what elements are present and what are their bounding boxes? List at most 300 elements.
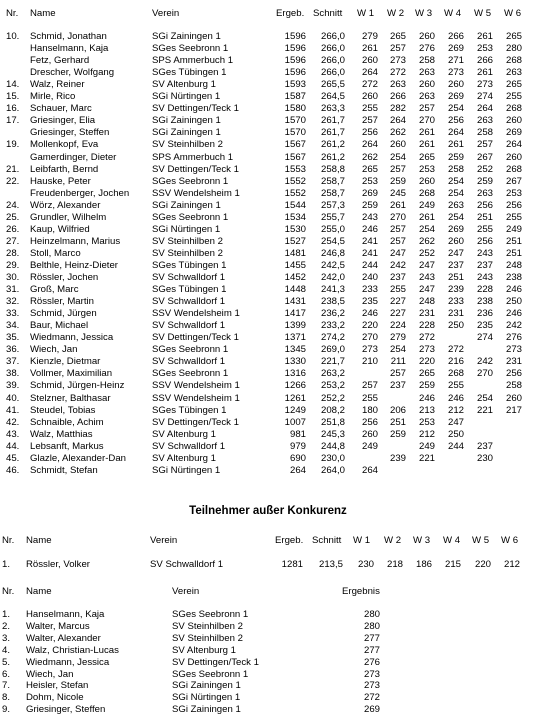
table-row-verein: SV Dettingen/Teck 1 [152, 332, 239, 344]
table-row-name: Lebsanft, Markus [30, 440, 104, 452]
table-row-w6: 217 [505, 404, 522, 416]
table-row-schnitt: 257,3 [320, 199, 345, 211]
table-row-verein: SV Steinhilben 2 [152, 235, 223, 247]
table-row-verein: SV Dettingen/Teck 1 [152, 103, 239, 115]
table-row [0, 465, 536, 477]
table-row-w1: 259 [361, 199, 378, 211]
table-row-ergebnis: 273 [363, 668, 380, 680]
table-row-w4: 266 [447, 31, 464, 42]
table-row-w5: 255 [476, 223, 493, 235]
table-row-name: Steudel, Tobias [30, 404, 96, 416]
table-row-nr: 29. [6, 259, 20, 271]
table-row [0, 704, 536, 716]
table-row [0, 633, 536, 645]
table-row-nr: 22. [6, 175, 20, 187]
table-row-name: Mollenkopf, Eva [30, 139, 99, 151]
table-row-nr: 9. [2, 704, 11, 716]
header-name: Name [26, 535, 52, 546]
table-row [0, 657, 536, 669]
table-row-ergebnis: 979 [289, 440, 306, 452]
table-row-w2: 273 [389, 55, 406, 67]
table-row-w1: 269 [361, 187, 378, 199]
table-row-w1: 246 [361, 223, 378, 235]
header-verein: Verein [150, 535, 178, 546]
table-row-ergebnis: 1552 [284, 175, 306, 187]
table-row-w3: 254 [418, 223, 435, 235]
table-row-schnitt: 261,2 [320, 139, 345, 151]
table-row-w3: 265 [418, 368, 435, 380]
table-row [0, 248, 536, 260]
table-row-w1: 264 [361, 464, 378, 476]
table-row-w1: 265 [361, 163, 378, 175]
table-row [0, 55, 536, 67]
header-w6: W 6 [501, 535, 519, 546]
table-row-schnitt: 263,2 [320, 368, 345, 380]
table-row-ergebnis: 277 [363, 632, 380, 644]
table-row-w4: 261 [447, 139, 464, 151]
header-w2: W 2 [387, 8, 405, 19]
header-schnitt: Schnitt [312, 535, 342, 546]
table-row-nr: 17. [6, 115, 20, 127]
table-row-w3: 246 [418, 392, 435, 404]
table-row-verein: SSV Wendelsheim 1 [152, 187, 240, 199]
table-row-w5: 238 [476, 296, 493, 308]
table-row-verein: SV Schwalldorf 1 [152, 440, 226, 452]
table-row-name: Rössler, Jochen [30, 272, 99, 283]
table-row-nr: 1. [2, 559, 11, 570]
table-row-w6: 242 [505, 320, 522, 332]
table-row-schnitt: 246,8 [320, 247, 345, 259]
table-row-name: Griesinger, Elia [30, 115, 96, 127]
table-row [0, 669, 536, 681]
table-row-w4: 268 [447, 368, 464, 380]
table-row-ergebnis: 1431 [284, 296, 306, 308]
table-row-w6: 264 [505, 139, 522, 151]
table-row [0, 417, 536, 429]
table-row-w2: 237 [389, 380, 406, 392]
table-row-w4: 259 [447, 151, 464, 163]
table-row-w2: 239 [389, 452, 406, 464]
table-row-name: Wörz, Alexander [30, 199, 101, 211]
table-row-w6: 268 [505, 163, 522, 175]
table-row-w5: 257 [476, 139, 493, 151]
table-row-w3: 265 [418, 151, 435, 163]
table-row [0, 67, 536, 79]
table-row-nr: 28. [6, 247, 20, 259]
table-row-name: Rössler, Volker [26, 559, 90, 570]
table-row-w5: 221 [476, 404, 493, 416]
table-row-verein: SGes Seebronn 1 [152, 368, 229, 380]
table-row-w1: 235 [361, 296, 378, 308]
table-row-w6: 267 [505, 175, 522, 187]
table-row-name: Fetz, Gerhard [30, 55, 90, 67]
table-row-name: Heisler, Stefan [26, 680, 89, 692]
table-row-ergebnis: 1596 [284, 43, 306, 55]
table-row-schnitt: 265,5 [320, 79, 345, 91]
header-name: Name [30, 8, 56, 19]
table-row-w4: 246 [447, 392, 464, 404]
table-row-ergebnis: 690 [289, 452, 306, 464]
table-row-nr: 44. [6, 440, 20, 452]
table-row-name: Glazle, Alexander-Dan [30, 452, 126, 464]
table-row-nr: 30. [6, 272, 20, 283]
table-row-ergebnis: 1596 [284, 31, 306, 42]
table-row-nr: 39. [6, 380, 20, 392]
table-row-ergebnis: 1330 [284, 356, 306, 368]
header-ergebnis: Ergebnis [342, 586, 380, 597]
table-row-w6: 231 [505, 356, 522, 368]
table-row-ergebnis: 1448 [284, 284, 306, 296]
table-row-w6: 246 [505, 284, 522, 296]
table-row-w1: 260 [361, 91, 378, 103]
table-row [0, 236, 536, 248]
table-row-w5: 263 [476, 187, 493, 199]
table-row [0, 176, 536, 188]
table-row-name: Schauer, Marc [30, 103, 92, 115]
table-row-ergebnis: 1567 [284, 151, 306, 163]
table-row-schnitt: 263,3 [320, 103, 345, 115]
table-row-w6: 251 [505, 235, 522, 247]
table-row-name: Mirle, Rico [30, 91, 76, 103]
table-row-ergebnis: 1417 [284, 308, 306, 320]
table-row-w5: 254 [476, 392, 493, 404]
table-row-w2: 227 [389, 308, 406, 320]
table-row-w1: 264 [361, 67, 378, 79]
table-row-w3: 258 [418, 55, 435, 67]
table-row-w3: 260 [418, 79, 435, 91]
table-row-w1: 246 [361, 308, 378, 320]
table-row-ergebnis: 1544 [284, 199, 306, 211]
table-row-schnitt: 261,7 [320, 115, 345, 127]
table-row-schnitt: 258,7 [320, 175, 345, 187]
table-row-w4: 263 [447, 199, 464, 211]
table-row-w3: 228 [418, 320, 435, 332]
header-w4: W 4 [443, 535, 461, 546]
table-row-nr: 36. [6, 344, 20, 356]
table-row-verein: SV Dettingen/Teck 1 [152, 416, 239, 428]
table-row-w1: 180 [361, 404, 378, 416]
table-row-name: Gamerdinger, Dieter [30, 151, 117, 163]
table-row [0, 115, 536, 127]
table-row [0, 200, 536, 212]
table-row-nr: 6. [2, 668, 11, 680]
table-row [0, 224, 536, 236]
header-ergebnis: Ergeb. [276, 8, 305, 19]
header [0, 8, 536, 20]
table-row-w2: 259 [389, 175, 406, 187]
table-row-w3: 273 [418, 344, 435, 356]
table-row-schnitt: 269,0 [320, 344, 345, 356]
table-row-verein: SV Steinhilben 2 [152, 247, 223, 259]
table-row-w4: 239 [447, 284, 464, 296]
table-row-ergebnis: 981 [289, 428, 306, 440]
table-row-name: Stoll, Marco [30, 247, 81, 259]
table-row-w2: 264 [389, 115, 406, 127]
table-row-w6: 256 [505, 368, 522, 380]
table-row-ergebnis: 1580 [284, 103, 306, 115]
table-row [0, 645, 536, 657]
table-row-w2: 224 [389, 320, 406, 332]
table-row-nr: 26. [6, 223, 20, 235]
table-row-w5: 251 [476, 211, 493, 223]
table-row-schnitt: 208,2 [320, 404, 345, 416]
table-row-name: Schmid, Jonathan [30, 31, 107, 42]
table-row-nr: 27. [6, 235, 20, 247]
table-row-w3: 253 [418, 416, 435, 428]
table-row-w6: 280 [505, 43, 522, 55]
table-row-w2: 237 [389, 272, 406, 283]
table-row-w6: 260 [505, 392, 522, 404]
table-row-w5: 253 [476, 43, 493, 55]
table-row-w4: 272 [447, 344, 464, 356]
table-row-schnitt: 254,5 [320, 235, 345, 247]
table-row-w3: 260 [418, 175, 435, 187]
table-row-ergebnis: 1371 [284, 332, 306, 344]
table-row-w2: 254 [389, 151, 406, 163]
table-row-w2: 255 [389, 284, 406, 296]
table-row-ergebnis: 269 [363, 704, 380, 716]
table-row-w2: 211 [390, 356, 406, 368]
table-row-name: Schmid, Jürgen-Heinz [30, 380, 125, 392]
header-w5: W 5 [472, 535, 490, 546]
table-row-w6: 273 [505, 344, 522, 356]
header-schnitt: Schnitt [313, 8, 343, 19]
table-row-w4: 269 [447, 91, 464, 103]
table-row-w2: 262 [389, 127, 406, 139]
table-row-name: Walz, Reiner [30, 79, 85, 91]
table-row-w1: 256 [361, 416, 378, 428]
header-w1: W 1 [353, 535, 371, 546]
table-row-name: Hanselmann, Kaja [30, 43, 109, 55]
table-row-nr: 24. [6, 199, 20, 211]
table-row-nr: 41. [6, 404, 20, 416]
table-row-w4: 254 [447, 103, 464, 115]
table-row-schnitt: 242,5 [320, 259, 345, 271]
table-row-schnitt: 236,2 [320, 308, 345, 320]
table-row-w3: 243 [418, 272, 435, 283]
table-row [0, 43, 536, 55]
table-row-ergebnis: 1570 [284, 127, 306, 139]
table-row-schnitt: 258,8 [320, 163, 345, 175]
table-row-w3: 248 [418, 296, 435, 308]
table-row-w6: 255 [505, 211, 522, 223]
table-row-w1: 244 [361, 259, 378, 271]
table-row-schnitt: 264,5 [320, 91, 345, 103]
table-row-w1: 256 [361, 127, 378, 139]
table-row-w4: 269 [447, 223, 464, 235]
table-row-w1: 273 [361, 344, 378, 356]
table-row-w5: 264 [476, 103, 493, 115]
table-row-nr: 34. [6, 320, 20, 332]
header-w2: W 2 [384, 535, 402, 546]
table-row [0, 152, 536, 164]
table-row-w1: 272 [361, 79, 378, 91]
header [0, 586, 536, 598]
table-row-w3: 257 [418, 103, 435, 115]
table-row-verein: SGes Seebronn 1 [172, 668, 249, 680]
table-row-w6: 238 [505, 272, 522, 283]
table-row-w4: 260 [447, 235, 464, 247]
table-row-nr: 16. [6, 103, 20, 115]
table-row-w1: 255 [361, 392, 378, 404]
table-row [0, 31, 536, 43]
table-row-verein: SGi Zainingen 1 [172, 704, 241, 716]
table-row-ergebnis: 1527 [284, 235, 306, 247]
table-row-w3: 186 [415, 559, 432, 570]
table-row-ergebnis: 1534 [284, 211, 306, 223]
header-w5: W 5 [474, 8, 492, 19]
table-row-w1: 240 [361, 272, 378, 283]
table-row-w2: 272 [389, 67, 406, 79]
table-row-w2: 247 [389, 247, 406, 259]
table-row-w4: 269 [447, 43, 464, 55]
table-row-w3: 253 [418, 163, 435, 175]
table-row-ergebnis: 1596 [284, 55, 306, 67]
table-row-name: Freudenberger, Jochen [30, 187, 130, 199]
table-row-nr: 42. [6, 416, 20, 428]
table-row-name: Wiech, Jan [30, 344, 78, 356]
table-row-w1: 257 [361, 380, 378, 392]
table-row-w5: 261 [476, 31, 493, 42]
table-row [0, 272, 536, 284]
table-row-w4: 250 [447, 320, 464, 332]
table-row-nr: 38. [6, 368, 20, 380]
table-row-w5: 236 [476, 308, 493, 320]
table-row-verein: SGi Zainingen 1 [152, 199, 221, 211]
table-row-w6: 260 [505, 151, 522, 163]
table-row [0, 320, 536, 332]
table-row-verein: SGi Zainingen 1 [172, 680, 241, 692]
table-row-w4: 258 [447, 163, 464, 175]
table-row-name: Griesinger, Steffen [30, 127, 110, 139]
table-row-verein: SGi Zainingen 1 [152, 31, 221, 42]
table-row [0, 127, 536, 139]
table-row-ergebnis: 1593 [284, 79, 306, 91]
table-row-verein: SPS Ammerbuch 1 [152, 55, 234, 67]
table-row-nr: 25. [6, 211, 20, 223]
table-row-w2: 251 [389, 416, 406, 428]
header-w6: W 6 [504, 8, 522, 19]
table-row-w3: 247 [418, 284, 435, 296]
table-row-w6: 258 [505, 380, 522, 392]
table-row-w6: 260 [505, 115, 522, 127]
table-row-w6: 256 [505, 199, 522, 211]
table-row-nr: 43. [6, 428, 20, 440]
table-row-w1: 243 [361, 211, 378, 223]
table-row-w6: 212 [503, 559, 520, 570]
header-ergebnis: Ergeb. [275, 535, 304, 546]
table-row-w5: 220 [474, 559, 491, 570]
table-row-name: Vollmer, Maximilian [30, 368, 113, 380]
header-name: Name [26, 586, 52, 597]
table-row-w1: 253 [361, 175, 378, 187]
table-row-w4: 212 [447, 404, 464, 416]
table-row-w3: 252 [418, 247, 435, 259]
table-row-verein: SV Schwalldorf 1 [152, 356, 226, 368]
table-row-ergebnis: 272 [363, 692, 380, 704]
table-row-schnitt: 258,7 [320, 187, 345, 199]
table-row-verein: SGes Seebronn 1 [172, 609, 249, 620]
table-row-name: Schmid, Jürgen [30, 308, 97, 320]
table-row-w3: 263 [418, 91, 435, 103]
table-row [0, 332, 536, 344]
table-row-verein: SV Dettingen/Teck 1 [152, 163, 239, 175]
table-row-schnitt: 255,7 [320, 211, 345, 223]
table-row-verein: SV Altenburg 1 [172, 644, 237, 656]
table-row-w5: 259 [476, 175, 493, 187]
table-row-w5: 242 [476, 356, 493, 368]
table-row-w6: 268 [505, 103, 522, 115]
table-row [0, 296, 536, 308]
table-row-name: Wiech, Jan [26, 668, 74, 680]
table-row-nr: 4. [2, 644, 11, 656]
table-row-verein: SGes Tübingen 1 [152, 259, 227, 271]
table-row-w2: 257 [389, 223, 406, 235]
header-w1: W 1 [357, 8, 375, 19]
table-row-w5: 243 [476, 247, 493, 259]
table-row-verein: SGes Seebronn 1 [152, 344, 229, 356]
table-row-nr: 3. [2, 632, 11, 644]
table-row-ergebnis: 276 [363, 656, 380, 668]
table-row-name: Hanselmann, Kaja [26, 609, 105, 620]
table-row-w3: 263 [418, 67, 435, 79]
table-row-nr: 31. [6, 284, 20, 296]
table-row-w1: 241 [361, 235, 378, 247]
table-row-w4: 271 [447, 55, 464, 67]
table-row-w5: 252 [476, 163, 493, 175]
table-row-w2: 257 [389, 163, 406, 175]
table-row-name: Wiedmann, Jessica [30, 332, 114, 344]
table-row-w6: 249 [505, 223, 522, 235]
table-row-w3: 247 [418, 259, 435, 271]
table-row-w6: 251 [505, 247, 522, 259]
table-row-w5: 274 [476, 332, 493, 344]
table-row-ergebnis: 1281 [281, 559, 303, 570]
table-row [0, 308, 536, 320]
table-row-schnitt: 221,7 [320, 356, 345, 368]
table-row-w4: 247 [447, 416, 464, 428]
table-row-w2: 254 [389, 344, 406, 356]
header-nr: Nr. [2, 586, 15, 597]
table-row [0, 344, 536, 356]
table-row-verein: SGi Nürtingen 1 [152, 91, 221, 103]
table-row-ergebnis: 1481 [284, 247, 306, 259]
table-row-name: Wiedmann, Jessica [26, 656, 110, 668]
table-row-w5: 235 [476, 320, 493, 332]
table-row-w4: 216 [447, 356, 464, 368]
table-row-nr: 2. [2, 620, 11, 632]
table-row-w4: 264 [447, 127, 464, 139]
table-row-schnitt: 230,0 [320, 452, 345, 464]
table-row-w4: 273 [447, 67, 464, 79]
table-row-name: Drescher, Wolfgang [30, 67, 115, 79]
table-row [0, 356, 536, 368]
table-row-verein: SV Altenburg 1 [152, 79, 217, 91]
table-row [0, 393, 536, 405]
table-row-w5: 266 [476, 55, 493, 67]
table-row-nr: 40. [6, 392, 20, 404]
table-row-name: Heinzelmann, Marius [30, 235, 121, 247]
table-row-w2: 257 [389, 235, 406, 247]
table-row [0, 680, 536, 692]
table-row-w3: 276 [418, 43, 435, 55]
table-row-name: Kaup, Wilfried [30, 223, 90, 235]
table-row [0, 559, 536, 571]
table-row-schnitt: 252,2 [320, 392, 345, 404]
table-row-schnitt: 264,0 [320, 464, 345, 476]
table-row-w2: 227 [389, 296, 406, 308]
table-row-w2: 266 [389, 91, 406, 103]
